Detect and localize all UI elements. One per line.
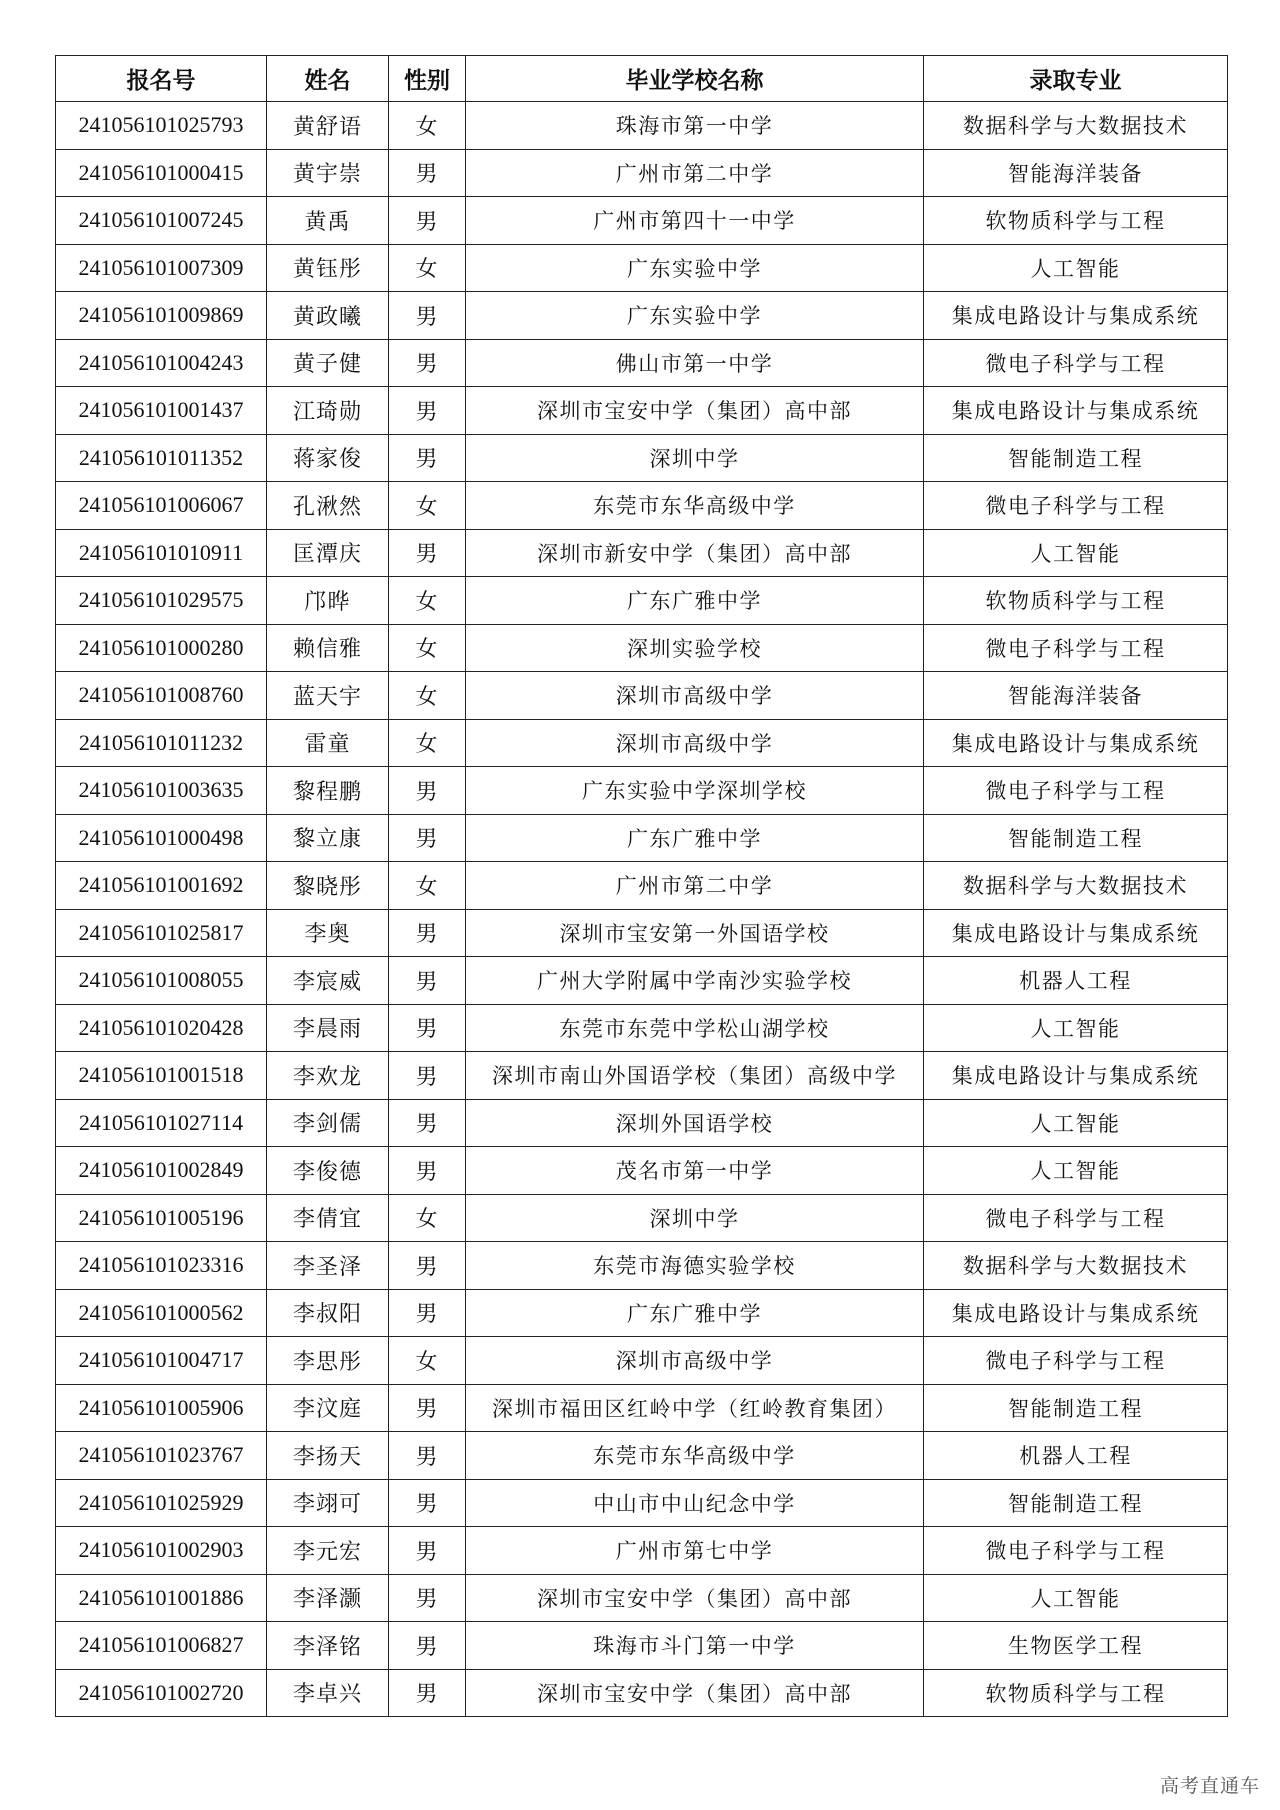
table-row: [56, 339, 1228, 387]
table-row: [56, 102, 1228, 150]
registration-number-cell: 241056101007245: [56, 197, 267, 245]
major-cell: 智能制造工程: [924, 1384, 1228, 1432]
gender-cell: 男: [389, 1004, 466, 1052]
table-row: [56, 1384, 1228, 1432]
major-cell: 机器人工程: [924, 957, 1228, 1005]
registration-number-cell: 241056101025817: [56, 909, 267, 957]
table-row: [56, 1479, 1228, 1527]
table-row: [56, 1289, 1228, 1337]
registration-number-cell: 241056101008055: [56, 957, 267, 1005]
registration-number-cell: 241056101005906: [56, 1384, 267, 1432]
table-row: [56, 1099, 1228, 1147]
major-cell: 微电子科学与工程: [924, 1527, 1228, 1575]
registration-number-cell: 241056101025793: [56, 102, 267, 150]
table-row: [56, 1669, 1228, 1717]
watermark: 高考直通车: [1159, 1775, 1260, 1797]
major-cell: 软物质科学与工程: [924, 197, 1228, 245]
registration-number-cell: 241056101023767: [56, 1432, 267, 1480]
school-cell: 广州市第七中学: [466, 1527, 924, 1575]
name-cell: 李圣泽: [267, 1242, 389, 1290]
gender-cell: 女: [389, 862, 466, 910]
table-row: [56, 1004, 1228, 1052]
table-row: [56, 862, 1228, 910]
major-cell: 数据科学与大数据技术: [924, 102, 1228, 150]
name-cell: 黎程鹏: [267, 767, 389, 815]
table-row: [56, 1147, 1228, 1195]
registration-number-cell: 241056101001692: [56, 862, 267, 910]
gender-cell: 女: [389, 244, 466, 292]
name-cell: 李宸威: [267, 957, 389, 1005]
school-cell: 东莞市东华高级中学: [466, 1432, 924, 1480]
gender-cell: 男: [389, 1622, 466, 1670]
school-cell: 佛山市第一中学: [466, 339, 924, 387]
name-cell: 李叔阳: [267, 1289, 389, 1337]
gender-cell: 男: [389, 1147, 466, 1195]
school-cell: 东莞市海德实验学校: [466, 1242, 924, 1290]
gender-cell: 男: [389, 1384, 466, 1432]
name-cell: 邝晔: [267, 577, 389, 625]
major-cell: 智能制造工程: [924, 1479, 1228, 1527]
major-cell: 数据科学与大数据技术: [924, 1242, 1228, 1290]
name-cell: 李翊可: [267, 1479, 389, 1527]
gender-cell: 男: [389, 1289, 466, 1337]
school-cell: 茂名市第一中学: [466, 1147, 924, 1195]
table-row: [56, 149, 1228, 197]
major-cell: 人工智能: [924, 1147, 1228, 1195]
school-cell: 广东实验中学深圳学校: [466, 767, 924, 815]
school-cell: 深圳市高级中学: [466, 719, 924, 767]
name-cell: 李扬天: [267, 1432, 389, 1480]
school-cell: 深圳市宝安第一外国语学校: [466, 909, 924, 957]
school-cell: 广东广雅中学: [466, 1289, 924, 1337]
major-cell: 集成电路设计与集成系统: [924, 1052, 1228, 1100]
name-cell: 黄子健: [267, 339, 389, 387]
name-cell: 李欢龙: [267, 1052, 389, 1100]
name-cell: 雷童: [267, 719, 389, 767]
registration-number-cell: 241056101002720: [56, 1669, 267, 1717]
major-cell: 人工智能: [924, 1004, 1228, 1052]
name-cell: 江琦勋: [267, 387, 389, 435]
gender-cell: 男: [389, 814, 466, 862]
name-cell: 蒋家俊: [267, 434, 389, 482]
major-cell: 集成电路设计与集成系统: [924, 719, 1228, 767]
registration-number-cell: 241056101011232: [56, 719, 267, 767]
gender-cell: 女: [389, 719, 466, 767]
major-cell: 人工智能: [924, 529, 1228, 577]
school-cell: 深圳市南山外国语学校（集团）高级中学: [466, 1052, 924, 1100]
school-cell: 珠海市斗门第一中学: [466, 1622, 924, 1670]
name-cell: 李泽灏: [267, 1574, 389, 1622]
name-cell: 黄禹: [267, 197, 389, 245]
major-cell: 微电子科学与工程: [924, 1194, 1228, 1242]
major-cell: 生物医学工程: [924, 1622, 1228, 1670]
gender-cell: 女: [389, 102, 466, 150]
gender-cell: 女: [389, 624, 466, 672]
gender-cell: 男: [389, 434, 466, 482]
registration-number-cell: 241056101025929: [56, 1479, 267, 1527]
major-cell: 微电子科学与工程: [924, 339, 1228, 387]
gender-cell: 男: [389, 1242, 466, 1290]
gender-cell: 女: [389, 672, 466, 720]
major-cell: 人工智能: [924, 1099, 1228, 1147]
major-cell: 智能制造工程: [924, 434, 1228, 482]
table-row: [56, 434, 1228, 482]
name-cell: 李卓兴: [267, 1669, 389, 1717]
registration-number-cell: 241056101001518: [56, 1052, 267, 1100]
school-cell: 深圳市高级中学: [466, 672, 924, 720]
registration-number-cell: 241056101002903: [56, 1527, 267, 1575]
school-cell: 广州市第四十一中学: [466, 197, 924, 245]
name-cell: 李俊德: [267, 1147, 389, 1195]
registration-number-cell: 241056101000280: [56, 624, 267, 672]
gender-cell: 男: [389, 1052, 466, 1100]
name-cell: 李元宏: [267, 1527, 389, 1575]
table-row: [56, 1194, 1228, 1242]
registration-number-cell: 241056101009869: [56, 292, 267, 340]
table-row: [56, 387, 1228, 435]
school-cell: 深圳实验学校: [466, 624, 924, 672]
major-cell: 微电子科学与工程: [924, 624, 1228, 672]
gender-cell: 男: [389, 197, 466, 245]
table-row: [56, 909, 1228, 957]
gender-cell: 男: [389, 339, 466, 387]
registration-number-cell: 241056101002849: [56, 1147, 267, 1195]
gender-cell: 男: [389, 1574, 466, 1622]
gender-cell: 男: [389, 957, 466, 1005]
name-cell: 匡潭庆: [267, 529, 389, 577]
registration-number-cell: 241056101020428: [56, 1004, 267, 1052]
registration-number-cell: 241056101001437: [56, 387, 267, 435]
major-cell: 智能制造工程: [924, 814, 1228, 862]
header-name: 姓名: [267, 56, 389, 102]
registration-number-cell: 241056101005196: [56, 1194, 267, 1242]
school-cell: 广州大学附属中学南沙实验学校: [466, 957, 924, 1005]
gender-cell: 男: [389, 1479, 466, 1527]
school-cell: 珠海市第一中学: [466, 102, 924, 150]
table-row: [56, 957, 1228, 1005]
header-school: 毕业学校名称: [466, 56, 924, 102]
school-cell: 深圳市新安中学（集团）高中部: [466, 529, 924, 577]
header-major: 录取专业: [924, 56, 1228, 102]
table-row: [56, 1622, 1228, 1670]
major-cell: 机器人工程: [924, 1432, 1228, 1480]
major-cell: 集成电路设计与集成系统: [924, 1289, 1228, 1337]
registration-number-cell: 241056101001886: [56, 1574, 267, 1622]
name-cell: 赖信雅: [267, 624, 389, 672]
name-cell: 黄钰彤: [267, 244, 389, 292]
table-row: [56, 1527, 1228, 1575]
table-row: [56, 814, 1228, 862]
registration-number-cell: 241056101010911: [56, 529, 267, 577]
name-cell: 黄宇崇: [267, 149, 389, 197]
admission-list-sheet: [55, 55, 1227, 1717]
registration-number-cell: 241056101007309: [56, 244, 267, 292]
table-row: [56, 577, 1228, 625]
table-row: [56, 1242, 1228, 1290]
school-cell: 广东广雅中学: [466, 814, 924, 862]
major-cell: 集成电路设计与集成系统: [924, 387, 1228, 435]
major-cell: 微电子科学与工程: [924, 482, 1228, 530]
table-row: [56, 482, 1228, 530]
name-cell: 黄舒语: [267, 102, 389, 150]
name-cell: 黎晓彤: [267, 862, 389, 910]
gender-cell: 男: [389, 387, 466, 435]
table-row: [56, 767, 1228, 815]
registration-number-cell: 241056101006067: [56, 482, 267, 530]
registration-number-cell: 241056101003635: [56, 767, 267, 815]
registration-number-cell: 241056101000498: [56, 814, 267, 862]
major-cell: 软物质科学与工程: [924, 577, 1228, 625]
table-row: [56, 719, 1228, 767]
name-cell: 黄政曦: [267, 292, 389, 340]
major-cell: 人工智能: [924, 1574, 1228, 1622]
table-row: [56, 1574, 1228, 1622]
school-cell: 深圳市高级中学: [466, 1337, 924, 1385]
school-cell: 广东实验中学: [466, 244, 924, 292]
registration-number-cell: 241056101008760: [56, 672, 267, 720]
table-body: [56, 102, 1228, 1717]
gender-cell: 男: [389, 292, 466, 340]
table-row: [56, 1052, 1228, 1100]
major-cell: 软物质科学与工程: [924, 1669, 1228, 1717]
name-cell: 李晨雨: [267, 1004, 389, 1052]
admission-table: [55, 55, 1228, 1717]
name-cell: 孔湫然: [267, 482, 389, 530]
gender-cell: 男: [389, 1432, 466, 1480]
registration-number-cell: 241056101000415: [56, 149, 267, 197]
gender-cell: 女: [389, 482, 466, 530]
school-cell: 广东广雅中学: [466, 577, 924, 625]
school-cell: 东莞市东莞中学松山湖学校: [466, 1004, 924, 1052]
table-row: [56, 1432, 1228, 1480]
name-cell: 李思彤: [267, 1337, 389, 1385]
registration-number-cell: 241056101000562: [56, 1289, 267, 1337]
major-cell: 微电子科学与工程: [924, 767, 1228, 815]
major-cell: 集成电路设计与集成系统: [924, 292, 1228, 340]
name-cell: 黎立康: [267, 814, 389, 862]
header-registration-number: 报名号: [56, 56, 267, 102]
registration-number-cell: 241056101004243: [56, 339, 267, 387]
school-cell: 深圳外国语学校: [466, 1099, 924, 1147]
school-cell: 深圳市福田区红岭中学（红岭教育集团）: [466, 1384, 924, 1432]
major-cell: 智能海洋装备: [924, 149, 1228, 197]
school-cell: 深圳市宝安中学（集团）高中部: [466, 1669, 924, 1717]
school-cell: 广东实验中学: [466, 292, 924, 340]
table-row: [56, 672, 1228, 720]
table-row: [56, 292, 1228, 340]
table-row: [56, 244, 1228, 292]
major-cell: 微电子科学与工程: [924, 1337, 1228, 1385]
gender-cell: 男: [389, 1669, 466, 1717]
table-header-row: [56, 56, 1228, 102]
header-gender: 性别: [389, 56, 466, 102]
registration-number-cell: 241056101029575: [56, 577, 267, 625]
name-cell: 蓝天宇: [267, 672, 389, 720]
school-cell: 东莞市东华高级中学: [466, 482, 924, 530]
gender-cell: 女: [389, 1337, 466, 1385]
name-cell: 李倩宜: [267, 1194, 389, 1242]
registration-number-cell: 241056101027114: [56, 1099, 267, 1147]
table-row: [56, 1337, 1228, 1385]
table-row: [56, 197, 1228, 245]
gender-cell: 男: [389, 1099, 466, 1147]
school-cell: 广州市第二中学: [466, 149, 924, 197]
name-cell: 李奥: [267, 909, 389, 957]
school-cell: 深圳市宝安中学（集团）高中部: [466, 1574, 924, 1622]
school-cell: 深圳市宝安中学（集团）高中部: [466, 387, 924, 435]
registration-number-cell: 241056101006827: [56, 1622, 267, 1670]
major-cell: 数据科学与大数据技术: [924, 862, 1228, 910]
table-row: [56, 529, 1228, 577]
registration-number-cell: 241056101011352: [56, 434, 267, 482]
major-cell: 智能海洋装备: [924, 672, 1228, 720]
school-cell: 中山市中山纪念中学: [466, 1479, 924, 1527]
gender-cell: 女: [389, 1194, 466, 1242]
school-cell: 广州市第二中学: [466, 862, 924, 910]
gender-cell: 男: [389, 149, 466, 197]
school-cell: 深圳中学: [466, 1194, 924, 1242]
name-cell: 李汶庭: [267, 1384, 389, 1432]
gender-cell: 男: [389, 529, 466, 577]
school-cell: 深圳中学: [466, 434, 924, 482]
table-row: [56, 624, 1228, 672]
major-cell: 人工智能: [924, 244, 1228, 292]
registration-number-cell: 241056101023316: [56, 1242, 267, 1290]
major-cell: 集成电路设计与集成系统: [924, 909, 1228, 957]
name-cell: 李泽铭: [267, 1622, 389, 1670]
gender-cell: 男: [389, 767, 466, 815]
registration-number-cell: 241056101004717: [56, 1337, 267, 1385]
name-cell: 李剑儒: [267, 1099, 389, 1147]
gender-cell: 男: [389, 1527, 466, 1575]
gender-cell: 女: [389, 577, 466, 625]
gender-cell: 男: [389, 909, 466, 957]
